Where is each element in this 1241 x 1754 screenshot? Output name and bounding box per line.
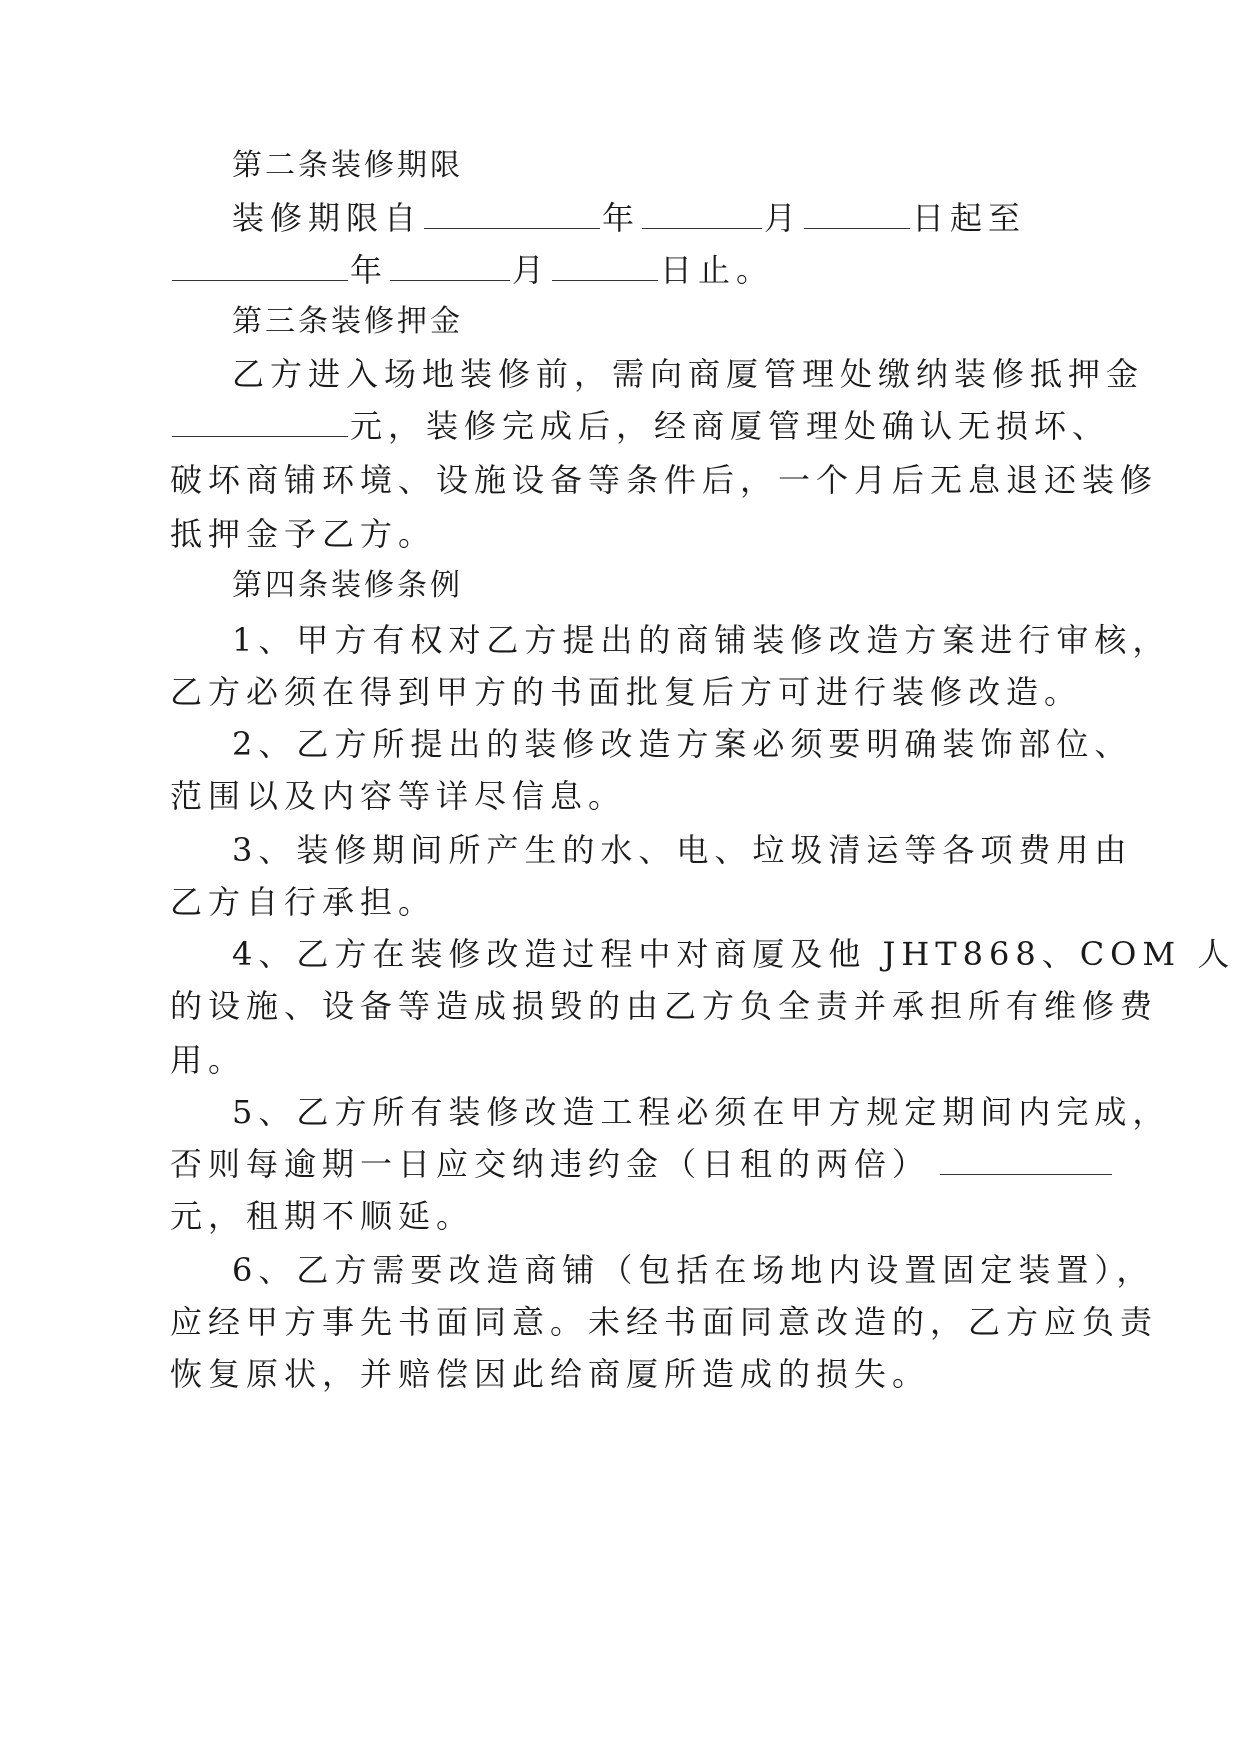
start-year-label: 年 — [602, 199, 641, 237]
article-4-item-2-line-1: 2、乙方所提出的装修改造方案必须要明确装饰部位、 — [232, 725, 1133, 763]
article-4-item-6-line-2: 应经甲方事先书面同意。未经书面同意改造的，乙方应负责 — [170, 1303, 1159, 1341]
article-4-item-1-line-2: 乙方必须在得到甲方的书面批复后方可进行装修改造。 — [170, 673, 1083, 711]
article-3-text-line-3: 破坏商铺环境、设施设备等条件后，一个月后无息退还装修 — [170, 461, 1159, 499]
end-day-blank — [552, 252, 658, 281]
start-year-blank — [424, 200, 600, 229]
article-3-text-line-4: 抵押金予乙方。 — [170, 515, 437, 553]
start-day-blank — [804, 200, 910, 229]
end-month-blank — [390, 252, 510, 281]
start-day-label: 日起至 — [912, 199, 1027, 237]
article-4-item-3-line-2: 乙方自行承担。 — [170, 883, 437, 921]
deposit-amount-blank — [172, 408, 348, 437]
article-4-item-2-line-2: 范围以及内容等详尽信息。 — [170, 777, 627, 815]
deposit-text: 元，装修完成后，经商厦管理处确认无损坏、 — [350, 407, 1111, 445]
end-day-label: 日止。 — [660, 251, 775, 289]
article-3-heading: 第三条装修押金 — [232, 304, 463, 339]
article-4-item-5-line-2 — [170, 1144, 1114, 1184]
start-month-blank — [642, 200, 762, 229]
article-4-item-1-line-1: 1、甲方有权对乙方提出的商铺装修改造方案进行审核， — [232, 621, 1171, 659]
article-2-period-line-2 — [170, 250, 774, 290]
end-year-label: 年 — [350, 251, 389, 289]
article-3-text-line-2 — [170, 406, 1110, 446]
article-4-item-6-line-1: 6、乙方需要改造商铺（包括在场地内设置固定装置）， — [232, 1251, 1155, 1289]
article-2-heading: 第二条装修期限 — [232, 148, 463, 183]
article-4-item-3-line-1: 3、装修期间所产生的水、电、垃圾清运等各项费用由 — [232, 831, 1133, 869]
article-4-item-4-line-1: 4、乙方在装修改造过程中对商厦及他 JHT868、COM 人 — [232, 935, 1236, 973]
end-month-label: 月 — [512, 251, 551, 289]
article-4-item-4-line-2: 的设施、设备等造成损毁的由乙方负全责并承担所有维修费 — [170, 987, 1159, 1025]
end-year-blank — [172, 252, 348, 281]
article-4-item-5-line-3: 元，租期不顺延。 — [170, 1197, 475, 1235]
penalty-text: 否则每逾期一日应交纳违约金（日租的两倍） — [170, 1145, 931, 1183]
article-3-text-line-1: 乙方进入场地装修前，需向商厦管理处缴纳装修抵押金 — [232, 355, 1145, 393]
period-prefix: 装修期限自 — [232, 199, 423, 237]
start-month-label: 月 — [764, 199, 803, 237]
article-4-item-4-line-3: 用。 — [170, 1041, 247, 1079]
article-2-period-line-1 — [232, 198, 1026, 238]
article-4-item-5-line-1: 5、乙方所有装修改造工程必须在甲方规定期间内完成， — [232, 1093, 1171, 1131]
article-4-heading: 第四条装修条例 — [232, 568, 463, 603]
article-4-item-6-line-3: 恢复原状，并赔偿因此给商厦所造成的损失。 — [170, 1355, 931, 1393]
penalty-amount-blank — [940, 1146, 1112, 1175]
